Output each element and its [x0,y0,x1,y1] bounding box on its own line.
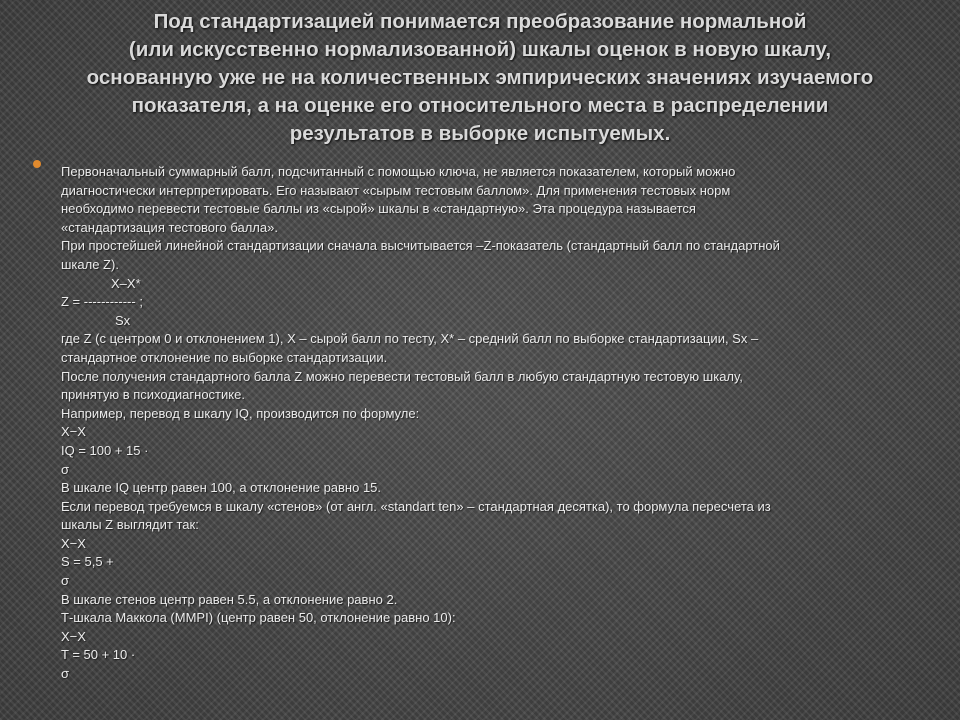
formula-numerator: X–X* [111,275,141,291]
formula-line: IQ = 100 + 15 · [61,442,149,458]
body-line: диагностически интерпретировать. Его называют «сырым тестовым баллом». Для применения тестовых норм [61,182,731,198]
formula-denominator: σ [61,666,70,682]
formula-denominator: Sx [115,312,131,328]
bullet-icon [33,160,41,168]
title-line: Под стандартизацией понимается преобразование нормальной [153,10,807,33]
body-line: Т-шкала Маккола (MMPI) (центр равен 50, отклонение равно 10): [61,610,456,626]
title-line: показателя, а на оценке его относительного места в распределении [131,94,829,117]
body-line: В шкале стенов центр равен 5.5, а отклонение равно 2. [61,591,398,607]
body-line: где Z (с центром 0 и отклонением 1), X – сырой балл по тесту, X* – средний балл по выборке стандартизации, Sx – [61,331,759,347]
body-line: «стандартизация тестового балла». [61,219,278,235]
slide-body [61,163,946,684]
formula-numerator: X−X [61,535,86,551]
body-line: шкалы Z выглядит так: [61,517,199,533]
body-line: Например, перевод в шкалу IQ, производится по формуле: [61,405,420,421]
slide-title [40,8,920,148]
body-line: Если перевод требуемся в шкалу «стенов» (от англ. «standart ten» – стандартная десятка), то формула пересчета из [61,498,771,514]
body-line: После получения стандартного балла Z можно перевести тестовый балл в любую стандартную тестовую шкалу, [61,368,743,384]
body-line: принятую в психодиагностике. [61,387,245,403]
formula-line: S = 5,5 + [61,554,114,570]
body-line: стандартное отклонение по выборке стандартизации. [61,349,388,365]
formula-numerator: X−X [61,424,86,440]
body-line: шкале Z). [61,256,119,272]
body-line: При простейшей линейной стандартизации сначала высчитывается –Z-показатель (стандартный балл по стандартной [61,238,780,254]
title-line: результатов в выборке испытуемых. [289,122,671,145]
formula-line: Z = ------------ ; [61,294,143,310]
title-line: (или искусственно нормализованной) шкалы оценок в новую шкалу, [128,38,832,61]
title-line: основанную уже не на количественных эмпирических значениях изучаемого [86,66,874,89]
body-line: Первоначальный суммарный балл, подсчитанный с помощью ключа, не является показателем, который можно [61,164,736,179]
formula-denominator: σ [61,461,70,477]
formula-denominator: σ [61,573,70,589]
body-line: необходимо перевести тестовые баллы из «сырой» шкалы в «стандартную». Эта процедура называется [61,201,696,217]
formula-line: T = 50 + 10 · [61,647,136,663]
formula-numerator: X−X [61,628,86,644]
body-line: В шкале IQ центр равен 100, а отклонение равно 15. [61,480,382,496]
